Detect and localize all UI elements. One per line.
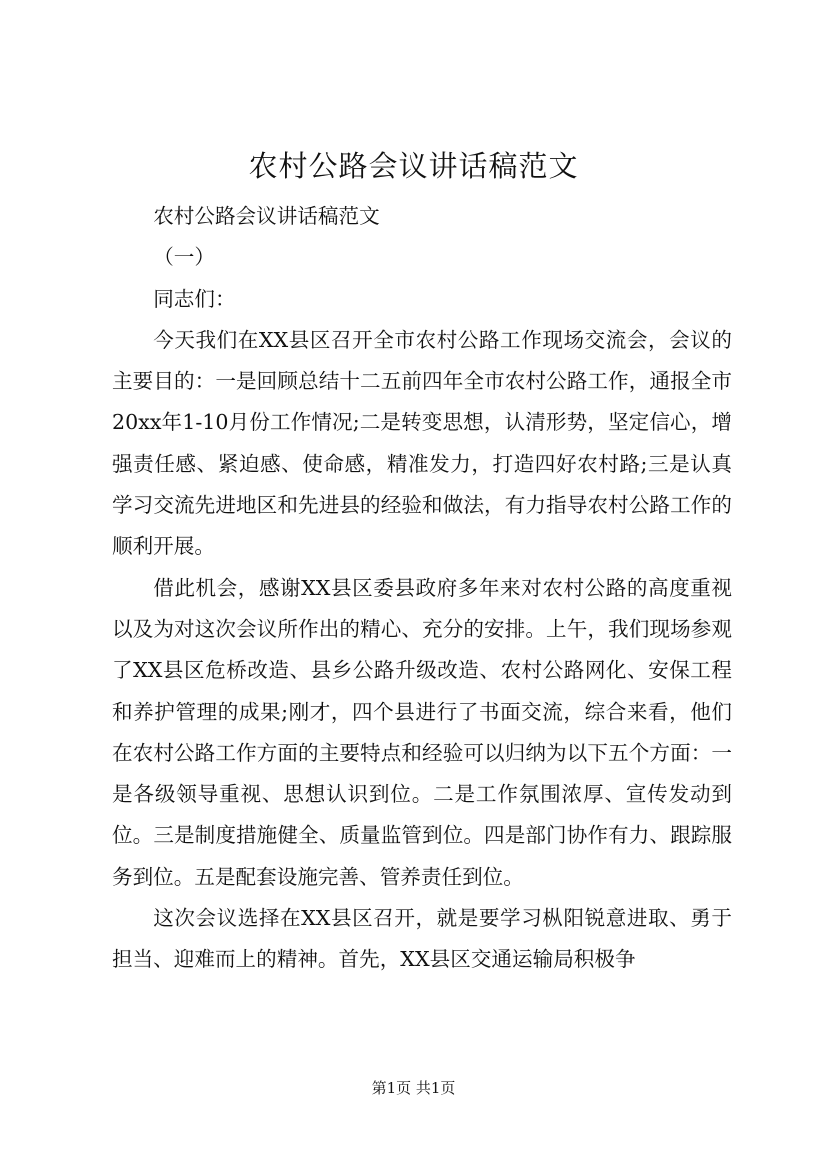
paragraph-meeting-purpose: 今天我们在XX县区召开全市农村公路工作现场交流会，会议的主要目的：一是回顾总结十二五前四年全市农村公路工作，通报全市20xx年1-10月份工作情况;二是转变思想，认清形势，坚定信心，增强责任感、紧迫感、使命感，精准发力，打造四好农村路;三是认真学习交流先进地区和先进县的经验和做法，有力指导农村公路工作的顺利开展。 — [112, 327, 732, 559]
document-title: 农村公路会议讲话稿范文 — [248, 149, 579, 183]
paragraph-salutation: 同志们： — [153, 286, 236, 311]
page-footer: 第1页 共1页 — [371, 1079, 456, 1097]
document-body — [112, 196, 732, 981]
paragraph-section-number: （一） — [153, 245, 215, 270]
paragraph-acknowledgement: 借此机会，感谢XX县区委县政府多年来对农村公路的高度重视以及为对这次会议所作出的精心、充分的安排。上午，我们现场参观了XX县区危桥改造、县乡公路升级改造、农村公路网化、安保工程和养护管理的成果;刚才，四个县进行了书面交流，综合来看，他们在农村公路工作方面的主要特点和经验可以归纳为以下五个方面：一是各级领导重视、思想认识到位。二是工作氛围浓厚、宣传发动到位。三是制度措施健全、质量监管到位。四是部门协作有力、跟踪服务到位。五是配套设施完善、管养责任到位。 — [112, 575, 732, 889]
paragraph-venue: 这次会议选择在XX县区召开，就是要学习枞阳锐意进取、勇于担当、迎难而上的精神。首先，XX县区交通运输局积极争 — [112, 906, 732, 972]
paragraph-subtitle: 农村公路会议讲话稿范文 — [153, 204, 380, 228]
